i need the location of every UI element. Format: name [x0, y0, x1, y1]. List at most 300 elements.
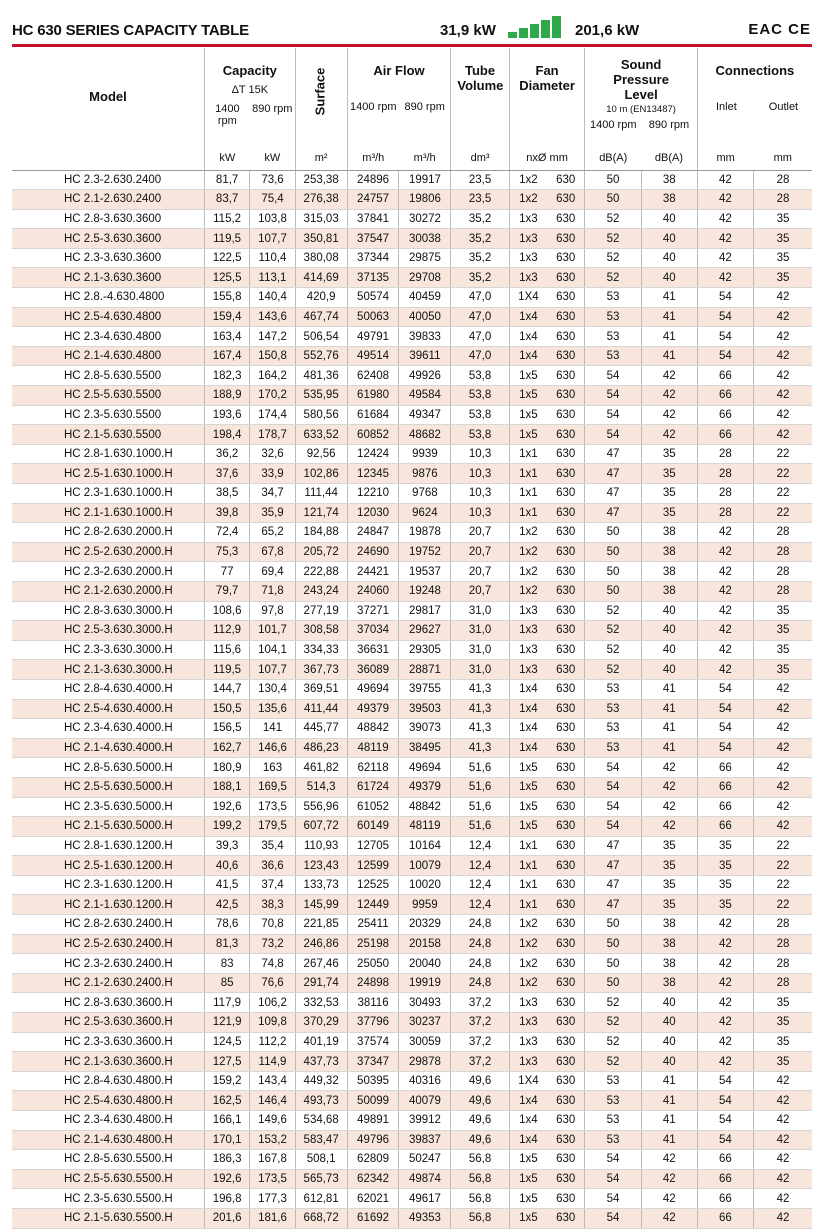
cell-model: HC 2.1-3.630.3600.H [12, 1052, 204, 1072]
cell-airflow-890: 28871 [399, 660, 451, 680]
cell-fan-diameter: 630 [547, 288, 585, 308]
cell-fan-diameter: 630 [547, 679, 585, 699]
cell-fan-count: 1x5 [509, 405, 547, 425]
cell-capacity-1400: 40,6 [204, 856, 249, 876]
cell-surface: 486,23 [295, 738, 347, 758]
table-row [12, 660, 812, 680]
airflow-rpm-890: 890 rpm [404, 100, 445, 113]
cell-inlet: 66 [697, 1169, 753, 1189]
cell-surface: 580,56 [295, 405, 347, 425]
units-row [12, 148, 812, 170]
cell-model: HC 2.3-3.630.3600.H [12, 1032, 204, 1052]
cell-surface: 481,36 [295, 366, 347, 386]
cell-tube-volume: 12,4 [451, 875, 509, 895]
unit-tube: dm³ [451, 148, 509, 170]
cell-sound-890: 42 [641, 386, 697, 406]
cell-airflow-1400: 12030 [347, 503, 399, 523]
cell-capacity-890: 146,4 [250, 1091, 295, 1111]
cell-capacity-1400: 115,2 [204, 209, 249, 229]
cell-tube-volume: 47,0 [451, 288, 509, 308]
cell-outlet: 42 [754, 1150, 812, 1170]
cell-outlet: 42 [754, 758, 812, 778]
cell-fan-count: 1x2 [509, 542, 547, 562]
cell-surface: 583,47 [295, 1130, 347, 1150]
cell-tube-volume: 56,8 [451, 1150, 509, 1170]
cell-sound-1400: 50 [585, 581, 641, 601]
table-row [12, 170, 812, 190]
cell-fan-count: 1x3 [509, 993, 547, 1013]
cell-outlet: 22 [754, 836, 812, 856]
cell-surface: 102,86 [295, 464, 347, 484]
capacity-max: 201,6 kW [575, 22, 640, 39]
cell-airflow-890: 38495 [399, 738, 451, 758]
cell-sound-1400: 47 [585, 484, 641, 504]
table-row [12, 503, 812, 523]
cell-sound-890: 38 [641, 934, 697, 954]
unit-inlet: mm [697, 148, 753, 170]
cell-capacity-1400: 166,1 [204, 1111, 249, 1131]
cell-outlet: 42 [754, 288, 812, 308]
col-fan-diameter [509, 48, 585, 148]
unit-af-1400: m³/h [347, 148, 399, 170]
cell-airflow-1400: 25198 [347, 934, 399, 954]
cell-fan-count: 1x3 [509, 209, 547, 229]
cell-airflow-890: 10020 [399, 875, 451, 895]
cell-airflow-890: 9939 [399, 444, 451, 464]
cell-inlet: 42 [697, 601, 753, 621]
cell-sound-1400: 50 [585, 170, 641, 190]
cell-outlet: 42 [754, 425, 812, 445]
cell-fan-count: 1x5 [509, 817, 547, 837]
cell-surface: 461,82 [295, 758, 347, 778]
cell-model: HC 2.1-2.630.2400 [12, 190, 204, 210]
cell-airflow-890: 30272 [399, 209, 451, 229]
cell-capacity-890: 73,2 [250, 934, 295, 954]
cell-surface: 133,73 [295, 875, 347, 895]
cell-sound-890: 42 [641, 425, 697, 445]
cell-inlet: 42 [697, 209, 753, 229]
cell-outlet: 42 [754, 405, 812, 425]
cell-surface: 221,85 [295, 915, 347, 935]
cell-surface: 493,73 [295, 1091, 347, 1111]
cell-model: HC 2.3-2.630.2400.H [12, 954, 204, 974]
cell-fan-count: 1x5 [509, 425, 547, 445]
cell-inlet: 66 [697, 425, 753, 445]
cell-airflow-1400: 24896 [347, 170, 399, 190]
cell-outlet: 42 [754, 386, 812, 406]
cell-sound-890: 35 [641, 836, 697, 856]
cell-fan-count: 1x2 [509, 581, 547, 601]
cell-surface: 315,03 [295, 209, 347, 229]
table-row [12, 895, 812, 915]
cell-tube-volume: 53,8 [451, 386, 509, 406]
cell-airflow-890: 20158 [399, 934, 451, 954]
cell-fan-diameter: 630 [547, 542, 585, 562]
col-model-label: Model [89, 89, 127, 105]
cell-fan-count: 1x2 [509, 190, 547, 210]
cell-surface: 467,74 [295, 307, 347, 327]
cell-fan-diameter: 630 [547, 934, 585, 954]
cell-model: HC 2.1-3.630.3600 [12, 268, 204, 288]
cell-capacity-890: 130,4 [250, 679, 295, 699]
table-row [12, 1130, 812, 1150]
cell-capacity-890: 169,5 [250, 777, 295, 797]
cell-fan-diameter: 630 [547, 797, 585, 817]
cell-sound-890: 41 [641, 307, 697, 327]
cell-model: HC 2.5-4.630.4800.H [12, 1091, 204, 1111]
cell-model: HC 2.3-3.630.3600 [12, 248, 204, 268]
cell-fan-diameter: 630 [547, 523, 585, 543]
cell-fan-count: 1x5 [509, 758, 547, 778]
cell-fan-count: 1x3 [509, 1052, 547, 1072]
table-row [12, 327, 812, 347]
cell-capacity-890: 107,7 [250, 229, 295, 249]
cell-capacity-890: 153,2 [250, 1130, 295, 1150]
cell-capacity-1400: 188,9 [204, 386, 249, 406]
cell-fan-diameter: 630 [547, 660, 585, 680]
cell-fan-count: 1x1 [509, 895, 547, 915]
table-row [12, 542, 812, 562]
table-row [12, 621, 812, 641]
cell-inlet: 42 [697, 268, 753, 288]
cell-airflow-890: 29875 [399, 248, 451, 268]
cell-inlet: 28 [697, 484, 753, 504]
cell-model: HC 2.8-3.630.3000.H [12, 601, 204, 621]
cell-model: HC 2.1-4.630.4800.H [12, 1130, 204, 1150]
cell-airflow-1400: 50395 [347, 1071, 399, 1091]
cell-model: HC 2.8-5.630.5500.H [12, 1150, 204, 1170]
cell-fan-count: 1x3 [509, 248, 547, 268]
cell-model: HC 2.5-1.630.1200.H [12, 856, 204, 876]
cell-inlet: 66 [697, 386, 753, 406]
cell-outlet: 28 [754, 934, 812, 954]
cell-model: HC 2.8.-4.630.4800 [12, 288, 204, 308]
cell-capacity-1400: 85 [204, 973, 249, 993]
cell-inlet: 42 [697, 248, 753, 268]
cell-capacity-890: 38,3 [250, 895, 295, 915]
cell-fan-diameter: 630 [547, 856, 585, 876]
cell-fan-diameter: 630 [547, 248, 585, 268]
cell-airflow-890: 19248 [399, 581, 451, 601]
cell-sound-890: 35 [641, 875, 697, 895]
cell-airflow-890: 19537 [399, 562, 451, 582]
cell-outlet: 22 [754, 464, 812, 484]
cell-capacity-890: 143,4 [250, 1071, 295, 1091]
cell-model: HC 2.5-1.630.1000.H [12, 464, 204, 484]
cell-capacity-890: 69,4 [250, 562, 295, 582]
unit-sound-890: dB(A) [641, 148, 697, 170]
cell-fan-diameter: 630 [547, 699, 585, 719]
cell-fan-count: 1x4 [509, 699, 547, 719]
cell-airflow-890: 39912 [399, 1111, 451, 1131]
cell-inlet: 66 [697, 758, 753, 778]
cell-outlet: 22 [754, 875, 812, 895]
cell-fan-diameter: 630 [547, 229, 585, 249]
cell-sound-890: 40 [641, 621, 697, 641]
cell-tube-volume: 41,3 [451, 679, 509, 699]
cell-outlet: 42 [754, 1169, 812, 1189]
cell-surface: 92,56 [295, 444, 347, 464]
cell-tube-volume: 53,8 [451, 425, 509, 445]
cell-outlet: 28 [754, 170, 812, 190]
cell-airflow-1400: 24421 [347, 562, 399, 582]
cell-outlet: 22 [754, 895, 812, 915]
cell-capacity-890: 112,2 [250, 1032, 295, 1052]
cell-sound-890: 41 [641, 1071, 697, 1091]
cell-fan-count: 1x3 [509, 1013, 547, 1033]
cell-sound-1400: 50 [585, 542, 641, 562]
cell-model: HC 2.8-2.630.2000.H [12, 523, 204, 543]
table-row [12, 268, 812, 288]
cell-sound-890: 38 [641, 542, 697, 562]
cell-tube-volume: 56,8 [451, 1169, 509, 1189]
cell-outlet: 35 [754, 1013, 812, 1033]
cell-sound-1400: 52 [585, 621, 641, 641]
table-row [12, 738, 812, 758]
table-row [12, 229, 812, 249]
cell-capacity-890: 73,6 [250, 170, 295, 190]
table-row [12, 934, 812, 954]
cell-inlet: 28 [697, 444, 753, 464]
cell-fan-count: 1x5 [509, 1208, 547, 1228]
table-row [12, 484, 812, 504]
cell-outlet: 35 [754, 1032, 812, 1052]
cell-outlet: 42 [754, 346, 812, 366]
cell-surface: 535,95 [295, 386, 347, 406]
cell-fan-count: 1x3 [509, 268, 547, 288]
cell-airflow-890: 10079 [399, 856, 451, 876]
cell-model: HC 2.8-4.630.4800.H [12, 1071, 204, 1091]
bar-2 [519, 28, 528, 38]
cell-surface: 508,1 [295, 1150, 347, 1170]
cell-sound-1400: 53 [585, 288, 641, 308]
bar-5 [552, 16, 561, 38]
cell-capacity-1400: 122,5 [204, 248, 249, 268]
cell-airflow-1400: 12210 [347, 484, 399, 504]
table-row [12, 758, 812, 778]
cell-sound-890: 38 [641, 581, 697, 601]
cell-model: HC 2.8-2.630.2400.H [12, 915, 204, 935]
cell-capacity-890: 113,1 [250, 268, 295, 288]
cell-capacity-890: 37,4 [250, 875, 295, 895]
cell-airflow-890: 9768 [399, 484, 451, 504]
cell-capacity-890: 70,8 [250, 915, 295, 935]
col-sound-pressure-label: Sound Pressure Level [613, 57, 669, 102]
col-surface [295, 48, 347, 148]
cell-surface: 565,73 [295, 1169, 347, 1189]
cell-sound-1400: 53 [585, 699, 641, 719]
cell-inlet: 54 [697, 738, 753, 758]
cell-outlet: 42 [754, 327, 812, 347]
cell-tube-volume: 31,0 [451, 640, 509, 660]
cell-model: HC 2.3-1.630.1000.H [12, 484, 204, 504]
cell-model: HC 2.3-3.630.3000.H [12, 640, 204, 660]
cell-inlet: 66 [697, 1189, 753, 1209]
table-row [12, 1013, 812, 1033]
cell-sound-1400: 50 [585, 934, 641, 954]
cell-model: HC 2.5-3.630.3000.H [12, 621, 204, 641]
cell-model: HC 2.3-4.630.4000.H [12, 719, 204, 739]
cell-model: HC 2.8-4.630.4000.H [12, 679, 204, 699]
cell-capacity-890: 164,2 [250, 366, 295, 386]
cell-outlet: 28 [754, 581, 812, 601]
cell-sound-1400: 52 [585, 248, 641, 268]
cell-model: HC 2.1-1.630.1000.H [12, 503, 204, 523]
cell-fan-diameter: 630 [547, 1111, 585, 1131]
col-tube-volume [451, 48, 509, 148]
table-row [12, 777, 812, 797]
cell-sound-890: 35 [641, 895, 697, 915]
cell-capacity-890: 35,9 [250, 503, 295, 523]
cell-sound-1400: 54 [585, 405, 641, 425]
cell-fan-count: 1x4 [509, 679, 547, 699]
cell-fan-count: 1X4 [509, 1071, 547, 1091]
cell-fan-count: 1x3 [509, 601, 547, 621]
cell-sound-1400: 54 [585, 1189, 641, 1209]
table-row [12, 346, 812, 366]
cell-capacity-890: 65,2 [250, 523, 295, 543]
cell-fan-count: 1x5 [509, 1189, 547, 1209]
cell-fan-count: 1x3 [509, 640, 547, 660]
cell-fan-diameter: 630 [547, 444, 585, 464]
cell-outlet: 22 [754, 503, 812, 523]
cell-inlet: 42 [697, 993, 753, 1013]
cell-sound-1400: 52 [585, 229, 641, 249]
col-connections-label: Connections [715, 63, 795, 78]
cell-outlet: 42 [754, 817, 812, 837]
table-row [12, 1071, 812, 1091]
table-body [12, 170, 812, 1228]
cell-surface: 123,43 [295, 856, 347, 876]
cell-capacity-1400: 188,1 [204, 777, 249, 797]
cell-inlet: 42 [697, 523, 753, 543]
cell-airflow-890: 30237 [399, 1013, 451, 1033]
cell-airflow-890: 39837 [399, 1130, 451, 1150]
cell-surface: 411,44 [295, 699, 347, 719]
table-row [12, 601, 812, 621]
cell-sound-890: 35 [641, 444, 697, 464]
cell-inlet: 66 [697, 817, 753, 837]
cell-fan-count: 1x1 [509, 836, 547, 856]
cell-surface: 369,51 [295, 679, 347, 699]
cell-inlet: 54 [697, 719, 753, 739]
cell-tube-volume: 20,7 [451, 562, 509, 582]
cell-sound-890: 40 [641, 601, 697, 621]
cell-model: HC 2.5-2.630.2000.H [12, 542, 204, 562]
cell-tube-volume: 49,6 [451, 1111, 509, 1131]
cell-model: HC 2.3-5.630.5500 [12, 405, 204, 425]
cell-airflow-1400: 36631 [347, 640, 399, 660]
cell-outlet: 42 [754, 1208, 812, 1228]
cell-capacity-1400: 83,7 [204, 190, 249, 210]
cell-sound-890: 40 [641, 1013, 697, 1033]
cell-tube-volume: 49,6 [451, 1130, 509, 1150]
cell-sound-1400: 50 [585, 954, 641, 974]
cell-sound-890: 41 [641, 1091, 697, 1111]
cell-airflow-890: 30493 [399, 993, 451, 1013]
table-row [12, 523, 812, 543]
cell-fan-count: 1x1 [509, 875, 547, 895]
cell-inlet: 42 [697, 190, 753, 210]
cell-outlet: 42 [754, 797, 812, 817]
cell-capacity-1400: 198,4 [204, 425, 249, 445]
cell-inlet: 66 [697, 405, 753, 425]
cell-sound-890: 35 [641, 856, 697, 876]
table-row [12, 836, 812, 856]
cell-surface: 612,81 [295, 1189, 347, 1209]
cell-airflow-1400: 61052 [347, 797, 399, 817]
cell-outlet: 42 [754, 699, 812, 719]
cell-fan-diameter: 630 [547, 464, 585, 484]
cell-surface: 534,68 [295, 1111, 347, 1131]
cell-capacity-890: 140,4 [250, 288, 295, 308]
cell-inlet: 54 [697, 327, 753, 347]
cell-airflow-1400: 37347 [347, 1052, 399, 1072]
cell-surface: 552,76 [295, 346, 347, 366]
cell-outlet: 42 [754, 777, 812, 797]
cell-tube-volume: 41,3 [451, 699, 509, 719]
cell-capacity-1400: 41,5 [204, 875, 249, 895]
cell-sound-1400: 50 [585, 190, 641, 210]
table-row [12, 581, 812, 601]
cell-airflow-1400: 61724 [347, 777, 399, 797]
cell-tube-volume: 12,4 [451, 836, 509, 856]
cell-sound-890: 38 [641, 523, 697, 543]
table-row [12, 1052, 812, 1072]
cell-sound-890: 40 [641, 209, 697, 229]
cell-airflow-1400: 62021 [347, 1189, 399, 1209]
cell-tube-volume: 10,3 [451, 464, 509, 484]
cell-fan-diameter: 630 [547, 386, 585, 406]
cell-capacity-1400: 112,9 [204, 621, 249, 641]
cell-capacity-1400: 144,7 [204, 679, 249, 699]
cell-outlet: 42 [754, 738, 812, 758]
cell-inlet: 42 [697, 229, 753, 249]
cell-surface: 556,96 [295, 797, 347, 817]
cell-tube-volume: 41,3 [451, 719, 509, 739]
cell-airflow-1400: 37547 [347, 229, 399, 249]
cell-capacity-890: 114,9 [250, 1052, 295, 1072]
cell-sound-1400: 53 [585, 1111, 641, 1131]
cell-sound-890: 40 [641, 640, 697, 660]
cell-model: HC 2.8-5.630.5000.H [12, 758, 204, 778]
cell-fan-count: 1x3 [509, 621, 547, 641]
cell-sound-1400: 53 [585, 1091, 641, 1111]
cell-sound-890: 42 [641, 777, 697, 797]
cell-capacity-1400: 79,7 [204, 581, 249, 601]
cell-surface: 380,08 [295, 248, 347, 268]
cell-airflow-1400: 37271 [347, 601, 399, 621]
cell-airflow-1400: 49791 [347, 327, 399, 347]
cell-fan-diameter: 630 [547, 973, 585, 993]
col-model [12, 48, 204, 148]
cell-outlet: 22 [754, 484, 812, 504]
cell-capacity-1400: 167,4 [204, 346, 249, 366]
cell-fan-diameter: 630 [547, 209, 585, 229]
cell-outlet: 42 [754, 1091, 812, 1111]
col-tube-volume-label: Tube Volume [457, 63, 504, 93]
cell-airflow-1400: 24847 [347, 523, 399, 543]
cell-sound-1400: 47 [585, 836, 641, 856]
cell-model: HC 2.1-5.630.5500 [12, 425, 204, 445]
cell-capacity-1400: 159,4 [204, 307, 249, 327]
cell-capacity-1400: 119,5 [204, 229, 249, 249]
cell-airflow-890: 48842 [399, 797, 451, 817]
cell-tube-volume: 24,8 [451, 915, 509, 935]
cell-fan-count: 1x4 [509, 1111, 547, 1131]
cell-inlet: 66 [697, 366, 753, 386]
table-row [12, 366, 812, 386]
